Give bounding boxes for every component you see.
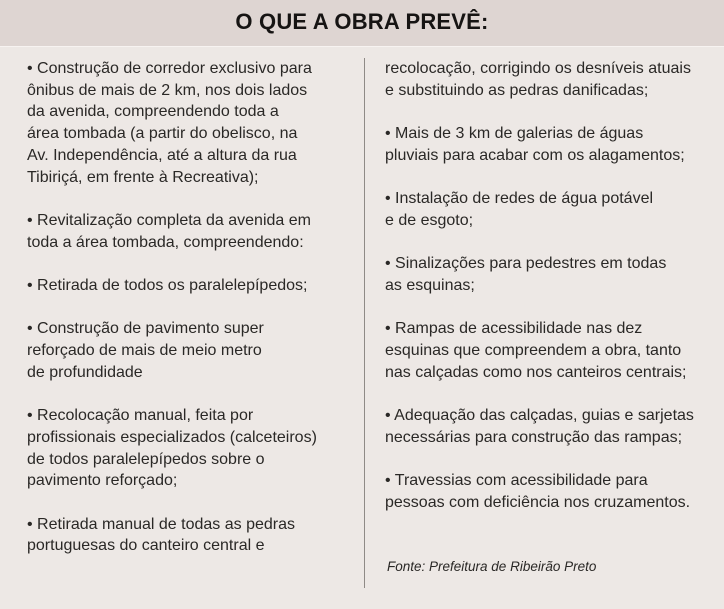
list-item — [27, 514, 349, 557]
list-item — [385, 253, 715, 296]
list-item-line: da avenida, compreendendo toda a — [27, 103, 279, 121]
list-item-line: • Retirada de todos os paralelepípedos; — [27, 277, 308, 294]
right-column — [385, 58, 715, 535]
list-item-line: e de esgoto; — [385, 211, 474, 229]
list-item-line: • Retirada manual de todas as pedras — [27, 515, 295, 533]
list-item-line: nas calçadas como nos canteiros centrais; — [385, 363, 687, 381]
list-item — [27, 210, 349, 253]
list-item — [385, 470, 715, 513]
list-item-line: pluviais para acabar com os alagamentos; — [385, 146, 685, 164]
list-item-line: Av. Independência, até a altura da rua — [27, 146, 297, 164]
list-item-line: ônibus de mais de 2 km, nos dois lados — [27, 81, 308, 99]
list-item-line: reforçado de mais de meio metro — [27, 342, 262, 360]
list-item — [385, 58, 715, 101]
list-item-line: pessoas com deficiência nos cruzamentos. — [385, 493, 691, 511]
list-item-line: Tibiriçá, em frente à Recreativa); — [27, 168, 259, 186]
list-item-line: de todos paralelepípedos sobre o — [27, 450, 265, 468]
list-item-line: profissionais especializados (calceteiros) — [27, 428, 317, 446]
page-title: O QUE A OBRA PREVÊ: — [235, 9, 489, 34]
list-item-line: as esquinas; — [385, 276, 475, 294]
list-item-line: recolocação, corrigindo os desníveis atuais — [385, 60, 691, 77]
header-bar — [0, 0, 724, 47]
column-divider — [364, 58, 365, 588]
list-item-line: esquinas que compreendem a obra, tanto — [385, 342, 682, 360]
list-item-line: • Rampas de acessibilidade nas dez — [385, 320, 643, 338]
list-item-line: toda a área tombada, compreendendo: — [27, 233, 304, 251]
list-item-line: e substituindo as pedras danificadas; — [385, 81, 649, 99]
list-item-line: necessárias para construção das rampas; — [385, 428, 683, 446]
left-column — [27, 58, 349, 579]
list-item-line: • Revitalização completa da avenida em — [27, 211, 311, 229]
list-item — [27, 275, 349, 297]
list-item-line: • Adequação das calçadas, guias e sarjetas — [385, 407, 694, 425]
list-item-line: • Instalação de redes de água potável — [385, 190, 654, 208]
list-item — [385, 405, 715, 448]
list-item-line: de profundidade — [27, 363, 143, 381]
list-item — [27, 318, 349, 383]
list-item — [27, 58, 349, 188]
source-credit: Fonte: Prefeitura de Ribeirão Preto — [387, 559, 597, 574]
list-item — [385, 123, 715, 166]
list-item-line: • Travessias com acessibilidade para — [385, 472, 648, 490]
list-item-line: • Construção de corredor exclusivo para — [27, 60, 312, 77]
list-item-line: portuguesas do canteiro central e — [27, 537, 265, 555]
list-item — [27, 405, 349, 492]
list-item-line: • Construção de pavimento super — [27, 320, 264, 338]
list-item-line: • Sinalizações para pedestres em todas — [385, 255, 667, 273]
list-item-line: pavimento reforçado; — [27, 472, 178, 490]
list-item-line: • Mais de 3 km de galerias de águas — [385, 125, 644, 143]
list-item — [385, 188, 715, 231]
list-item — [385, 318, 715, 383]
list-item-line: área tombada (a partir do obelisco, na — [27, 125, 298, 143]
list-item-line: • Recolocação manual, feita por — [27, 407, 254, 425]
